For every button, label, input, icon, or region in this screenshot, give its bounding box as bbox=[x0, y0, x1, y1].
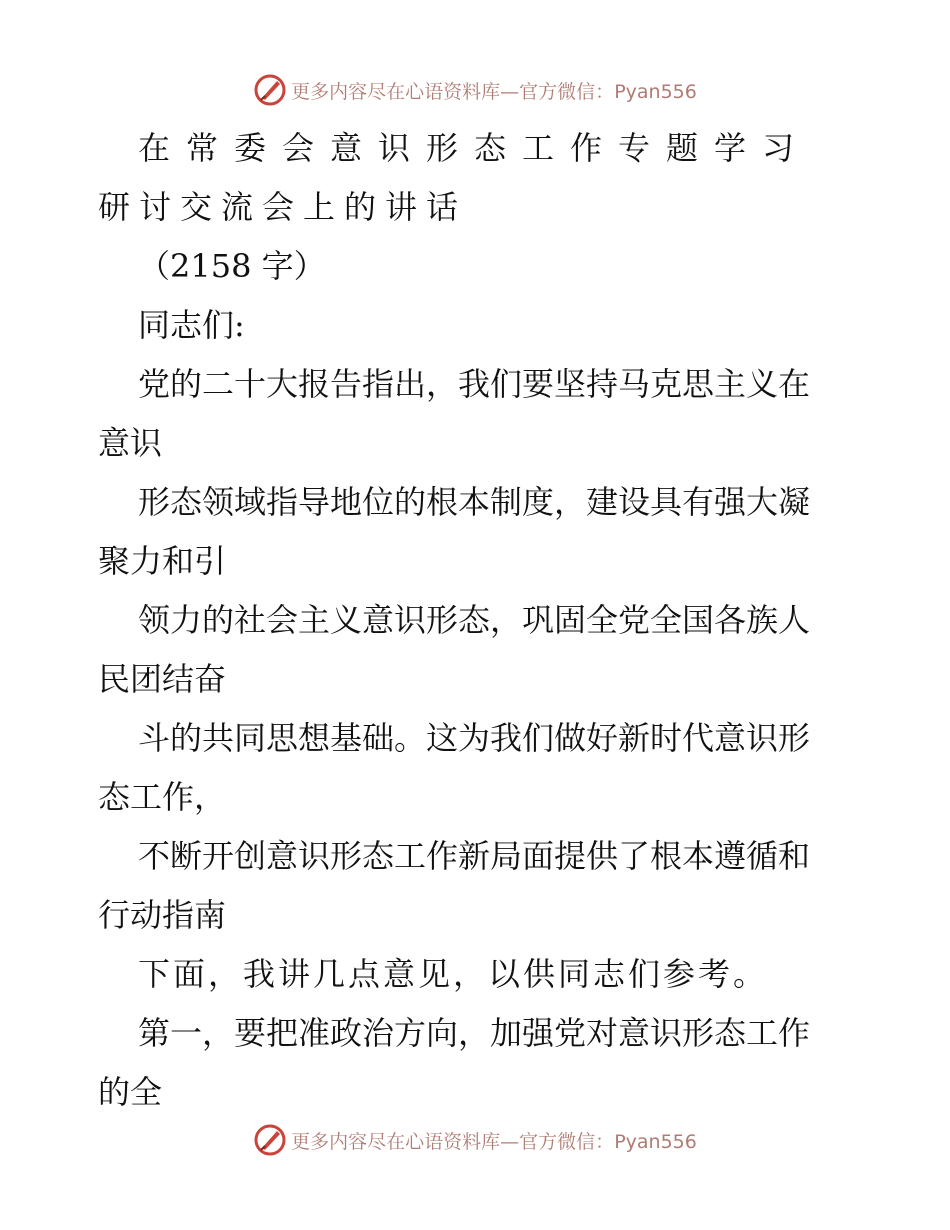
watermark-banner-top bbox=[0, 70, 950, 110]
paragraph-line: 斗的共同思想基础。这为我们做好新时代意识形 bbox=[138, 719, 811, 757]
paragraph-line: 领力的社会主义意识形态，巩固全党全国各族人 bbox=[138, 601, 811, 639]
watermark-contact-id: Pyan556 bbox=[614, 80, 697, 103]
paragraph-line: 不断开创意识形态工作新局面提供了根本遵循和 bbox=[138, 837, 811, 875]
watermark-brand: 更多内容尽在心语资料库 bbox=[291, 80, 501, 103]
paragraph-line: 形态领域指导地位的根本制度，建设具有强大凝 bbox=[138, 483, 811, 521]
document-body bbox=[98, 118, 858, 1121]
paragraph-line-wrap: 态工作， bbox=[98, 778, 227, 816]
paragraph-line-wrap: 民团结奋 bbox=[98, 660, 227, 698]
point-one-line-wrap: 的全 bbox=[98, 1073, 163, 1111]
watermark-text bbox=[291, 1127, 697, 1154]
quill-pen-seal-icon bbox=[253, 1123, 287, 1157]
watermark-contact-prefix: 官方微信： bbox=[519, 1130, 615, 1153]
paragraph-line: 党的二十大报告指出，我们要坚持马克思主义在 bbox=[138, 365, 811, 403]
point-one-line: 第一，要把准政治方向，加强党对意识形态工作 bbox=[138, 1014, 811, 1052]
watermark-contact-id: Pyan556 bbox=[614, 1130, 697, 1153]
watermark-contact-prefix: 官方微信： bbox=[519, 80, 615, 103]
watermark-text bbox=[291, 77, 697, 104]
intro-line: 下面，我讲几点意见，以供同志们参考。 bbox=[138, 955, 769, 993]
watermark-separator: — bbox=[500, 1130, 520, 1153]
watermark-banner-bottom bbox=[0, 1120, 950, 1160]
paragraph-line-wrap: 聚力和引 bbox=[98, 542, 227, 580]
paragraph-line-wrap: 行动指南 bbox=[98, 896, 227, 934]
watermark-separator: — bbox=[500, 80, 520, 103]
title-line-2: 研讨交流会上的讲话 bbox=[98, 188, 468, 226]
salutation: 同志们: bbox=[138, 306, 245, 344]
title-line-1: 在常委会意识形态工作专题学习 bbox=[138, 129, 811, 167]
quill-pen-seal-icon bbox=[253, 73, 287, 107]
watermark-brand: 更多内容尽在心语资料库 bbox=[291, 1130, 501, 1153]
paragraph-line-wrap: 意识 bbox=[98, 424, 163, 462]
word-count: （2158 字） bbox=[138, 247, 326, 285]
